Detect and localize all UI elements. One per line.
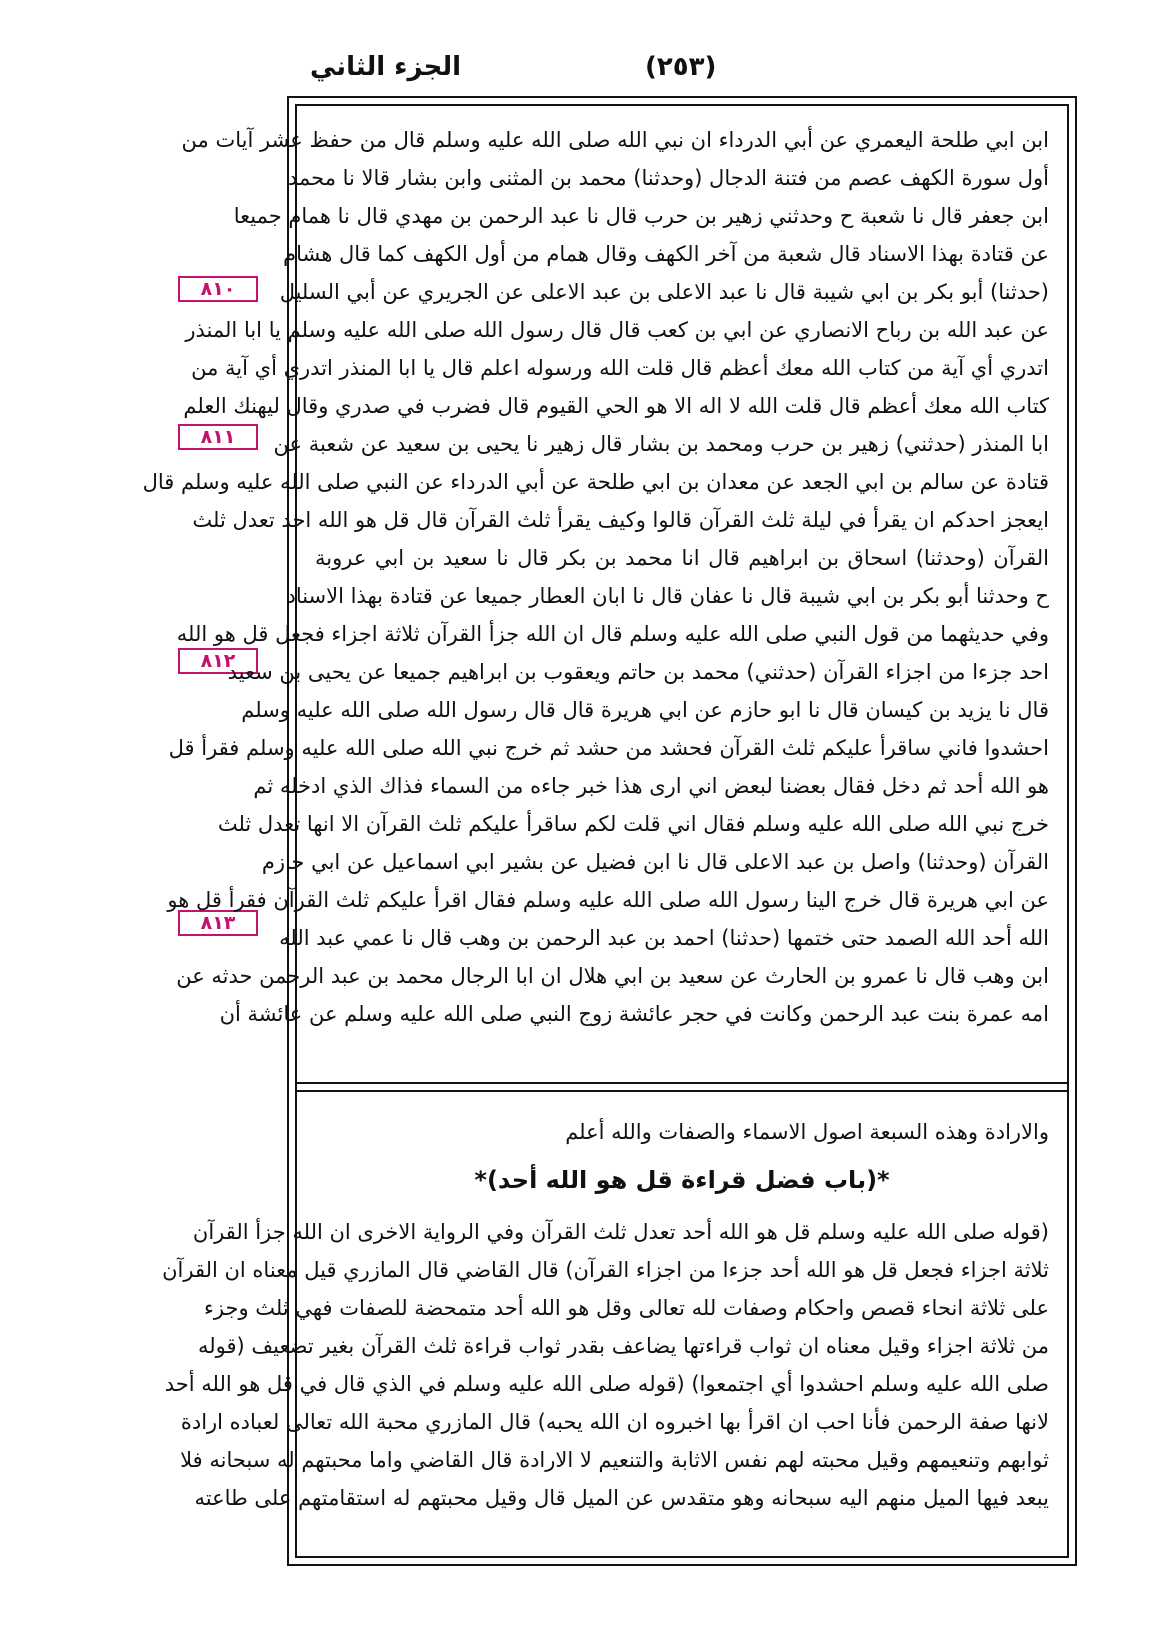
hadith-line: القرآن (وحدثنا) اسحاق بن ابراهيم قال انا محمد بن بكر قال نا سعيد بن ابي عروبة — [315, 546, 1049, 570]
hadith-number-badge: ٨١١ — [178, 424, 258, 450]
page-number: (٢٥٣) — [645, 52, 717, 82]
commentary-line: والارادة وهذه السبعة اصول الاسماء والصفات والله أعلم — [565, 1120, 1049, 1144]
hadith-line: قال نا يزيد بن كيسان قال نا ابو حازم عن ابي هريرة قال قال رسول الله صلى الله عليه وسلم — [241, 698, 1049, 722]
hadith-line: هو الله أحد ثم دخل فقال بعضنا لبعض اني ارى هذا خبر جاءه من السماء فذاك الذي ادخله ثم — [253, 774, 1049, 798]
hadith-line: عن عبد الله بن رباح الانصاري عن ابي بن كعب قال قال رسول الله صلى الله عليه وسلم يا ابا المنذر — [185, 318, 1049, 342]
commentary-line: من ثلاثة اجزاء وقيل معناه ان ثواب قراءتها يضاعف بقدر ثواب قراءة ثلث القرآن بغير تضعيف (قوله — [198, 1334, 1049, 1358]
commentary-line: ثوابهم وتنعيمهم وقيل محبته لهم نفس الاثابة والتنعيم لا الارادة قال القاضي واما محبتهم له سبحانه فلا — [180, 1448, 1049, 1472]
commentary-line: ثلاثة اجزاء فجعل قل هو الله أحد جزءا من اجزاء القرآن) قال القاضي قال المازري قيل معناه ان القرآن — [162, 1258, 1049, 1282]
hadith-line: اتدري أي آية من كتاب الله معك أعظم قال قلت الله ورسوله اعلم قال يا ابا المنذر اتدري أي آية من — [191, 356, 1049, 380]
hadith-line: قتادة عن سالم بن ابي الجعد عن معدان بن ابي طلحة عن أبي الدرداء عن النبي صلى الله عليه وسلم قال — [142, 470, 1049, 494]
hadith-line: ابن جعفر قال نا شعبة ح وحدثني زهير بن حرب قال نا عبد الرحمن بن مهدي قال نا همام جميعا — [233, 204, 1049, 228]
hadith-line: كتاب الله معك أعظم قال قلت الله لا اله الا هو الحي القيوم قال فضرب في صدري وقال ليهنك العلم — [183, 394, 1049, 418]
hadith-line: وفي حديثهما من قول النبي صلى الله عليه وسلم قال ان الله جزأ القرآن ثلاثة اجزاء فجعل قل هو الله — [176, 622, 1049, 646]
hadith-number-badge: ٨١٣ — [178, 910, 258, 936]
hadith-line: ابا المنذر (حدثني) زهير بن حرب ومحمد بن بشار قال زهير نا يحيى بن سعيد عن شعبة عن — [273, 432, 1049, 456]
hadith-line: عن ابي هريرة قال خرج الينا رسول الله صلى الله عليه وسلم فقال اقرأ عليكم ثلث القرآن فقرأ قل هو — [167, 888, 1049, 912]
hadith-line: القرآن (وحدثنا) واصل بن عبد الاعلى قال نا ابن فضيل عن بشير ابي اسماعيل عن ابي حازم — [261, 850, 1049, 874]
hadith-number-badge: ٨١٠ — [178, 276, 258, 302]
part-label: الجزء الثاني — [310, 52, 462, 82]
commentary-line: يبعد فيها الميل منهم اليه سبحانه وهو متقدس عن الميل قال وقيل محبتهم له استقامتهم على طاعته — [194, 1486, 1049, 1510]
commentary-line: صلى الله عليه وسلم احشدوا أي اجتمعوا) (قوله صلى الله عليه وسلم في الذي قال في قل هو الله أحد — [164, 1372, 1049, 1396]
hadith-line: عن قتادة بهذا الاسناد قال شعبة من آخر الكهف وقال همام من أول الكهف كما قال هشام — [283, 242, 1049, 266]
commentary-line: (قوله صلى الله عليه وسلم قل هو الله أحد تعدل ثلث القرآن وفي الرواية الاخرى ان الله جزأ القرآن — [192, 1220, 1049, 1244]
hadith-line: احشدوا فاني ساقرأ عليكم ثلث القرآن فحشد من حشد ثم خرج نبي الله صلى الله عليه وسلم فقرأ قل — [168, 736, 1049, 760]
hadith-line: ابن ابي طلحة اليعمري عن أبي الدرداء ان نبي الله صلى الله عليه وسلم قال من حفظ عشر آيات من — [181, 128, 1049, 152]
hadith-number-badge: ٨١٢ — [178, 648, 258, 674]
hadith-line: أول سورة الكهف عصم من فتنة الدجال (وحدثنا) محمد بن المثنى وابن بشار قالا نا محمد — [287, 166, 1049, 190]
page-header — [280, 48, 1070, 88]
chapter-heading: *(باب فضل قراءة قل هو الله أحد)* — [474, 1166, 890, 1194]
hadith-line: ابن وهب قال نا عمرو بن الحارث عن سعيد بن ابي هلال ان ابا الرجال محمد بن عبد الرحمن حدثه عن — [176, 964, 1049, 988]
hadith-line: امه عمرة بنت عبد الرحمن وكانت في حجر عائشة زوج النبي صلى الله عليه وسلم عن عائشة أن — [219, 1002, 1049, 1026]
commentary-line: على ثلاثة انحاء قصص واحكام وصفات لله تعالى وقل هو الله أحد متمحضة للصفات فهي ثلث وجزء — [204, 1296, 1049, 1320]
hadith-line: خرج نبي الله صلى الله عليه وسلم فقال اني قلت لكم ساقرأ عليكم ثلث القرآن الا انها تعدل ثلث — [217, 812, 1049, 836]
commentary-line: لانها صفة الرحمن فأنا احب ان اقرأ بها اخبروه ان الله يحبه) قال المازري محبة الله تعالى لعباده ارادة — [180, 1410, 1049, 1434]
section-divider — [297, 1090, 1067, 1092]
hadith-line: ايعجز احدكم ان يقرأ في ليلة ثلث القرآن قالوا وكيف يقرأ ثلث القرآن قال قل هو الله احد تعدل ثلث — [192, 508, 1049, 532]
hadith-line: ح وحدثنا أبو بكر بن ابي شيبة قال نا عفان قال نا ابان العطار جميعا عن قتادة بهذا الاسناد — [286, 584, 1049, 608]
hadith-line: احد جزءا من اجزاء القرآن (حدثني) محمد بن حاتم ويعقوب بن ابراهيم جميعا عن يحيى بن سعيد — [227, 660, 1049, 684]
hadith-line: الله أحد الله الصمد حتى ختمها (حدثنا) احمد بن عبد الرحمن بن وهب قال نا عمي عبد الله — [279, 926, 1049, 950]
hadith-line: (حدثنا) أبو بكر بن ابي شيبة قال نا عبد الاعلى بن عبد الاعلى عن الجريري عن أبي السليل — [279, 280, 1049, 304]
